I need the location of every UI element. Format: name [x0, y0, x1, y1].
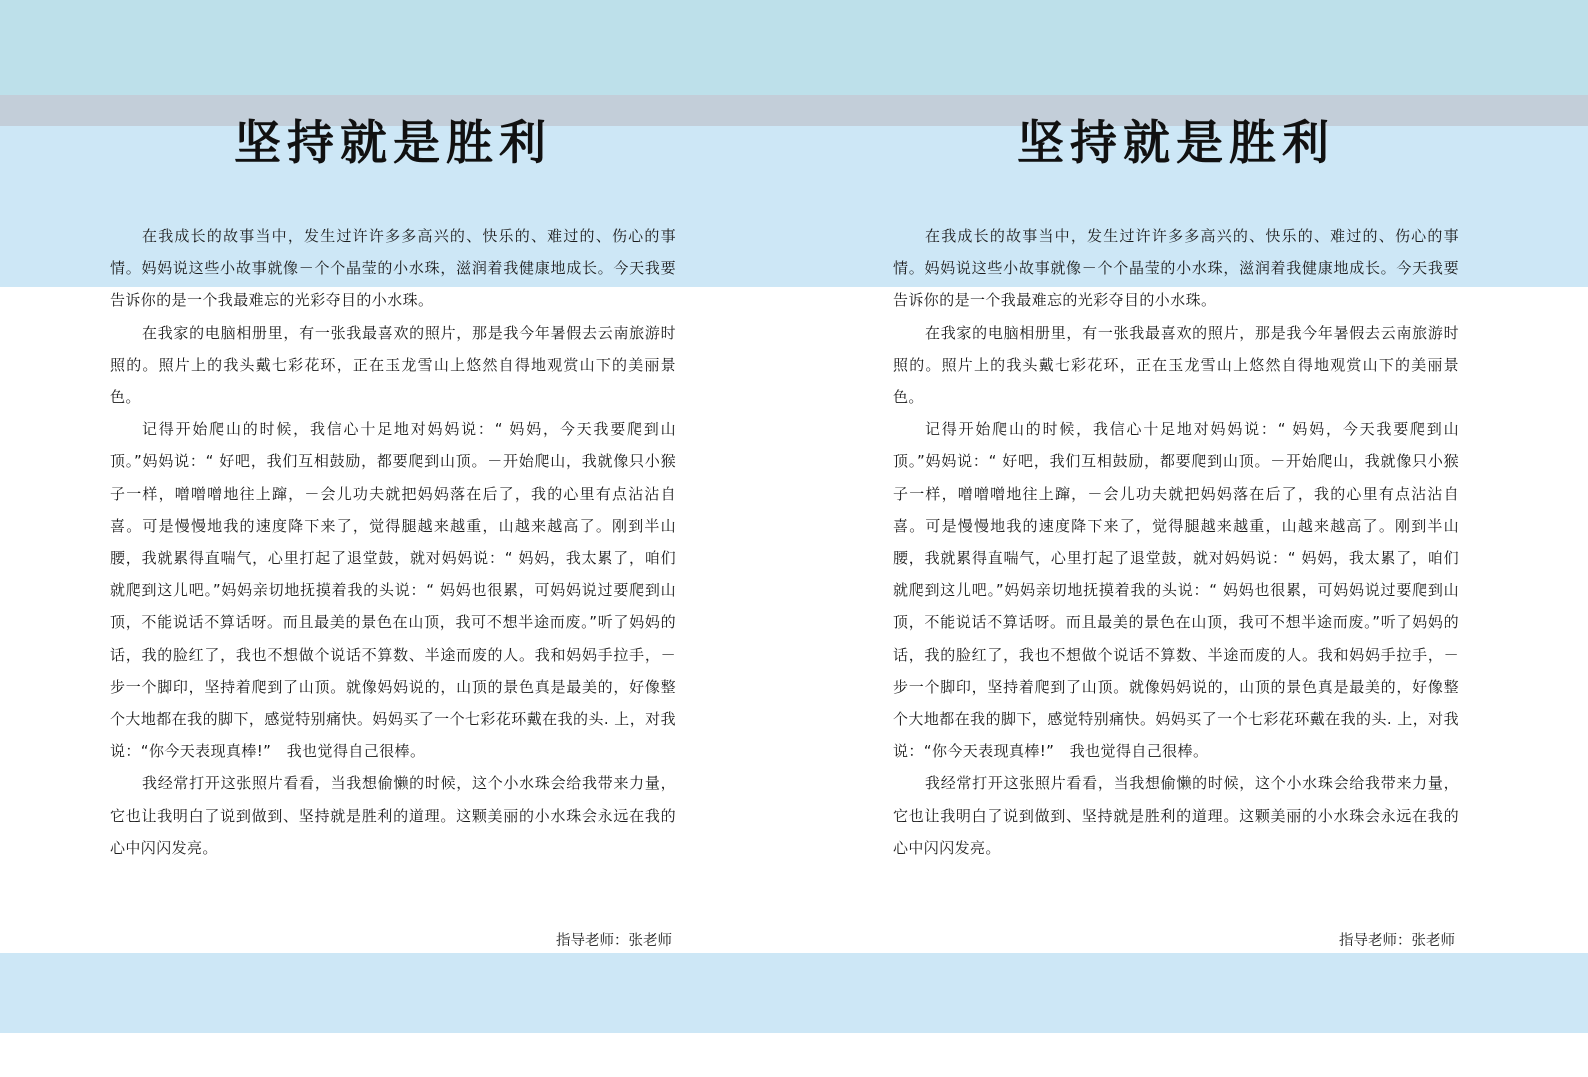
essay-paragraph: 记得开始爬山的时候，我信心十足地对妈妈说：“ 妈妈，今天我要爬到山顶。”妈妈说：“ 好吧，我们互相鼓励，都要爬到山顶。－开始爬山，我就像只小猴子一样，噌噌噌地往上蹿，－会儿功夫就把妈妈落在后了，我的心里有点沾沾自喜。可是慢慢地我的速度降下来了，觉得腿越来越重，山越来越高了。刚到半山腰，我就累得直喘气，心里打起了退堂鼓，就对妈妈说：“ 妈妈，我太累了，咱们就爬到这儿吧。”妈妈亲切地抚摸着我的头说：“ 妈妈也很累，可妈妈说过要爬到山顶，不能说话不算话呀。而且最美的景色在山顶，我可不想半途而废。”听了妈妈的话，我的脸红了，我也不想做个说话不算数、半途而废的人。我和妈妈手拉手，－步一个脚印，坚持着爬到了山顶。就像妈妈说的，山顶的景色真是最美的，好像整个大地都在我的脚下，感觉特别痛快。妈妈买了一个七彩花环戴在我的头. 上，对我说：“你今天表现真棒!” 我也觉得自己很棒。: [893, 420, 1459, 761]
essay-paragraph: 在我家的电脑相册里，有一张我最喜欢的照片，那是我今年暑假去云南旅游时照的。照片上的我头戴七彩花环，正在玉龙雪山上悠然自得地观赏山下的美丽景色。: [110, 323, 676, 407]
essay-paragraph: 我经常打开这张照片看看，当我想偷懒的时候，这个小水珠会给我带来力量，它也让我明白了说到做到、坚持就是胜利的道理。这颗美丽的小水珠会永远在我的心中闪闪发亮。: [893, 774, 1459, 857]
page-title: 坚持就是胜利: [1017, 116, 1335, 171]
essay-paragraph: 记得开始爬山的时候，我信心十足地对妈妈说：“ 妈妈，今天我要爬到山顶。”妈妈说：“ 好吧，我们互相鼓励，都要爬到山顶。－开始爬山，我就像只小猴子一样，噌噌噌地往上蹿，－会儿功夫就把妈妈落在后了，我的心里有点沾沾自喜。可是慢慢地我的速度降下来了，觉得腿越来越重，山越来越高了。刚到半山腰，我就累得直喘气，心里打起了退堂鼓，就对妈妈说：“ 妈妈，我太累了，咱们就爬到这儿吧。”妈妈亲切地抚摸着我的头说：“ 妈妈也很累，可妈妈说过要爬到山顶，不能说话不算话呀。而且最美的景色在山顶，我可不想半途而废。”听了妈妈的话，我的脸红了，我也不想做个说话不算数、半途而废的人。我和妈妈手拉手，－步一个脚印，坚持着爬到了山顶。就像妈妈说的，山顶的景色真是最美的，好像整个大地都在我的脚下，感觉特别痛快。妈妈买了一个七彩花环戴在我的头. 上，对我说：“你今天表现真棒!” 我也觉得自己很棒。: [110, 420, 676, 761]
page-title: 坚持就是胜利: [234, 116, 552, 171]
teacher-signature: 指导老师：张老师: [1339, 933, 1455, 949]
essay-body: [110, 220, 676, 864]
essay-paragraph: 在我成长的故事当中，发生过许许多多高兴的、快乐的、难过的、伤心的事情。妈妈说这些小故事就像－个个晶莹的小水珠，滋润着我健康地成长。今天我要告诉你的是一个我最难忘的光彩夺目的小水珠。: [110, 227, 676, 310]
essay-paragraph: 在我成长的故事当中，发生过许许多多高兴的、快乐的、难过的、伤心的事情。妈妈说这些小故事就像－个个晶莹的小水珠，滋润着我健康地成长。今天我要告诉你的是一个我最难忘的光彩夺目的小水珠。: [893, 227, 1459, 310]
essay-paragraph: 我经常打开这张照片看看，当我想偷懒的时候，这个小水珠会给我带来力量，它也让我明白了说到做到、坚持就是胜利的道理。这颗美丽的小水珠会永远在我的心中闪闪发亮。: [110, 774, 676, 857]
essay-body: [893, 220, 1459, 864]
page-left: [110, 0, 676, 1077]
essay-paragraph: 在我家的电脑相册里，有一张我最喜欢的照片，那是我今年暑假去云南旅游时照的。照片上的我头戴七彩花环，正在玉龙雪山上悠然自得地观赏山下的美丽景色。: [893, 323, 1459, 407]
page-right: [893, 0, 1459, 1077]
teacher-signature: 指导老师：张老师: [556, 933, 672, 949]
